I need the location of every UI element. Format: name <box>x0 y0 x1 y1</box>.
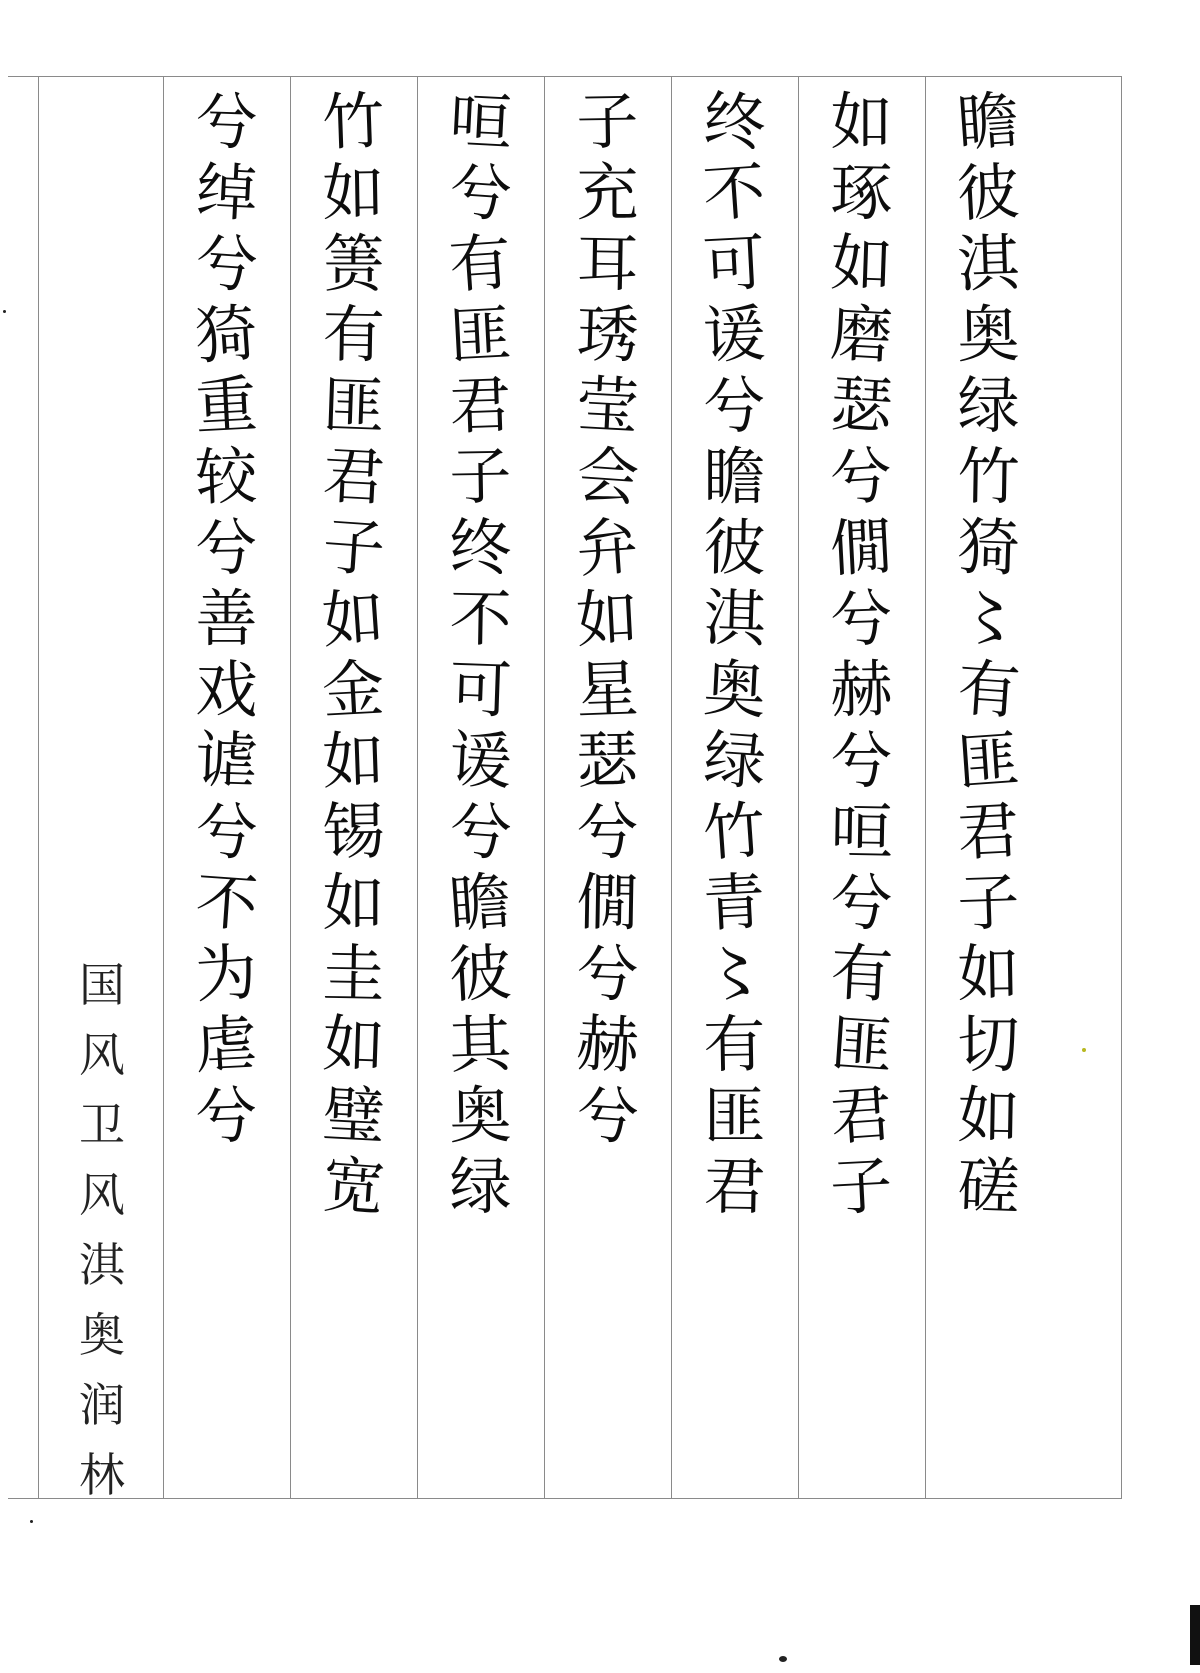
calligraphy-character: 圭 <box>321 936 386 1011</box>
calligraphy-character: 奥 <box>701 651 768 728</box>
calligraphy-character: 〻 <box>702 935 767 1012</box>
credit-character: 风 <box>79 1028 125 1082</box>
calligraphy-character: 彼 <box>447 935 514 1012</box>
calligraphy-character: 可 <box>701 225 768 302</box>
calligraphy-character: 兮 <box>829 864 894 941</box>
calligraphy-character: 充 <box>576 156 639 229</box>
text-column <box>163 77 290 1498</box>
calligraphy-character: 切 <box>957 1008 1020 1081</box>
calligraphy-character: 君 <box>702 1149 767 1224</box>
calligraphy-character: 不 <box>700 153 768 232</box>
calligraphy-character: 匪 <box>447 296 514 373</box>
scan-edge-mark <box>1190 1605 1200 1665</box>
calligraphy-character: 重 <box>193 367 260 444</box>
calligraphy-character: 猗 <box>956 509 1021 586</box>
calligraphy-character: 〻 <box>955 580 1022 657</box>
text-column <box>544 77 671 1498</box>
text-column <box>671 77 798 1498</box>
calligraphy-character: 君 <box>448 367 513 444</box>
calligraphy-character: 有 <box>702 1007 767 1082</box>
calligraphy-character: 青 <box>701 864 768 941</box>
calligraphy-character: 兮 <box>575 935 640 1012</box>
calligraphy-character: 可 <box>448 651 513 728</box>
calligraphy-character: 如 <box>829 225 894 302</box>
calligraphy-character: 匪 <box>954 721 1022 800</box>
calligraphy-character: 君 <box>320 438 387 515</box>
calligraphy-character: 奥 <box>956 297 1021 372</box>
calligraphy-character: 锡 <box>321 794 386 869</box>
calligraphy-character: 瑟 <box>575 723 640 798</box>
calligraphy-character: 为 <box>192 934 260 1013</box>
calligraphy-character: 有 <box>321 297 386 372</box>
calligraphy-character: 兮 <box>194 1077 259 1154</box>
calligraphy-character: 君 <box>827 1076 895 1155</box>
calligraphy-character: 猗 <box>192 295 260 374</box>
calligraphy-character: 兮 <box>574 1076 642 1155</box>
calligraphy-character: 如 <box>574 580 641 657</box>
calligraphy-character: 兮 <box>193 793 260 870</box>
calligraphy-character: 虐 <box>193 1006 260 1083</box>
calligraphy-character: 淇 <box>702 580 767 657</box>
calligraphy-character: 瑟 <box>828 366 896 445</box>
calligraphy-character: 如 <box>321 722 386 799</box>
calligraphy-character: 有 <box>446 224 514 303</box>
calligraphy-character: 竹 <box>956 439 1021 514</box>
calligraphy-character: 金 <box>320 651 387 728</box>
calligraphy-character: 子 <box>828 1148 895 1225</box>
calligraphy-character: 兮 <box>702 368 767 443</box>
calligraphy-character: 兮 <box>447 792 515 871</box>
credit-character: 国 <box>79 958 125 1012</box>
calligraphy-character: 奥 <box>448 1078 513 1153</box>
calligraphy-character: 磋 <box>956 1148 1021 1225</box>
calligraphy-character: 兮 <box>447 153 515 232</box>
calligraphy-character: 如 <box>322 866 385 939</box>
calligraphy-character: 君 <box>955 793 1022 870</box>
calligraphy-character: 兮 <box>830 724 893 797</box>
calligraphy-character: 有 <box>828 935 895 1012</box>
calligraphy-character: 如 <box>321 155 386 230</box>
calligraphy-character: 较 <box>194 438 259 515</box>
calligraphy-character: 如 <box>321 1006 386 1083</box>
calligraphy-character: 耳 <box>575 226 640 301</box>
text-column <box>925 77 1052 1498</box>
calligraphy-character: 如 <box>830 85 893 158</box>
calligraphy-character: 咺 <box>447 83 514 160</box>
calligraphy-character: 璧 <box>320 1077 387 1154</box>
ink-speck <box>3 310 6 313</box>
calligraphy-character: 善 <box>195 582 258 655</box>
calligraphy-character: 不 <box>193 863 261 942</box>
text-column <box>290 77 417 1498</box>
calligraphy-character: 淇 <box>956 225 1021 302</box>
calligraphy-character: 宽 <box>320 1147 388 1226</box>
calligraphy-character: 匪 <box>321 367 386 444</box>
calligraphy-character: 赫 <box>574 1006 641 1083</box>
calligraphy-character: 彼 <box>702 510 767 585</box>
text-column <box>798 77 925 1498</box>
calligraphy-character: 匪 <box>828 1005 896 1084</box>
calligraphy-character: 兮 <box>829 580 894 657</box>
calligraphy-character: 兮 <box>193 224 261 303</box>
calligraphy-character: 子 <box>320 508 388 587</box>
calligraphy-character: 瞻 <box>703 440 766 513</box>
calligraphy-character: 绿 <box>957 369 1020 442</box>
calligraphy-character: 如 <box>956 1078 1021 1153</box>
ink-speck <box>30 1520 33 1523</box>
calligraphy-character: 如 <box>956 936 1021 1011</box>
calligraphy-character: 兮 <box>827 437 895 516</box>
signature-credit <box>48 958 156 1522</box>
credit-character: 林 <box>79 1448 125 1502</box>
calligraphy-character: 绰 <box>193 154 260 231</box>
text-column <box>417 77 544 1498</box>
calligraphy-character: 子 <box>448 439 513 514</box>
calligraphy-character: 琢 <box>829 155 894 230</box>
calligraphy-character: 瞻 <box>954 82 1022 161</box>
calligraphy-character: 兮 <box>194 510 259 585</box>
calligraphy-character: 终 <box>449 511 512 584</box>
calligraphy-character: 子 <box>956 864 1021 941</box>
calligraphy-character: 谖 <box>447 722 514 799</box>
calligraphy-character: 弁 <box>573 508 641 587</box>
calligraphy-character: 匪 <box>703 1079 766 1152</box>
calligraphy-character: 彼 <box>955 154 1022 231</box>
credit-character: 卫 <box>79 1098 125 1152</box>
calligraphy-character: 谖 <box>702 296 767 373</box>
calligraphy-sheet <box>8 76 1122 1502</box>
credit-character: 风 <box>79 1168 125 1222</box>
calligraphy-character: 不 <box>448 581 513 656</box>
ink-speck <box>1082 1048 1086 1052</box>
calligraphy-character: 有 <box>955 650 1023 729</box>
calligraphy-character: 咺 <box>829 794 894 869</box>
calligraphy-character: 赫 <box>829 652 894 727</box>
calligraphy-character: 终 <box>701 82 769 161</box>
calligraphy-character: 兮 <box>576 795 639 868</box>
ink-speck <box>779 1656 787 1662</box>
calligraphy-character: 瞻 <box>446 863 514 942</box>
calligraphy-character: 绿 <box>449 1150 512 1223</box>
calligraphy-character: 琇 <box>575 296 640 373</box>
credit-character: 淇 <box>79 1238 125 1292</box>
calligraphy-character: 如 <box>319 579 387 658</box>
calligraphy-character: 其 <box>448 1006 513 1083</box>
calligraphy-character: 子 <box>575 84 640 159</box>
calligraphy-character: 竹 <box>700 792 768 871</box>
calligraphy-character: 莹 <box>574 367 641 444</box>
column-rule <box>38 77 39 1498</box>
calligraphy-character: 会 <box>574 437 642 516</box>
calligraphy-character: 磨 <box>828 296 895 373</box>
credit-character: 润 <box>79 1378 125 1432</box>
calligraphy-character: 箦 <box>322 227 385 300</box>
calligraphy-character: 兮 <box>194 83 259 160</box>
credit-character: 奥 <box>79 1308 125 1362</box>
calligraphy-character: 星 <box>575 651 640 728</box>
calligraphy-character: 戏 <box>194 652 259 727</box>
calligraphy-character: 僩 <box>828 509 895 586</box>
calligraphy-character: 绿 <box>701 721 769 800</box>
calligraphy-character: 竹 <box>321 83 386 160</box>
calligraphy-character: 谑 <box>194 722 259 799</box>
calligraphy-character: 僩 <box>575 865 640 940</box>
